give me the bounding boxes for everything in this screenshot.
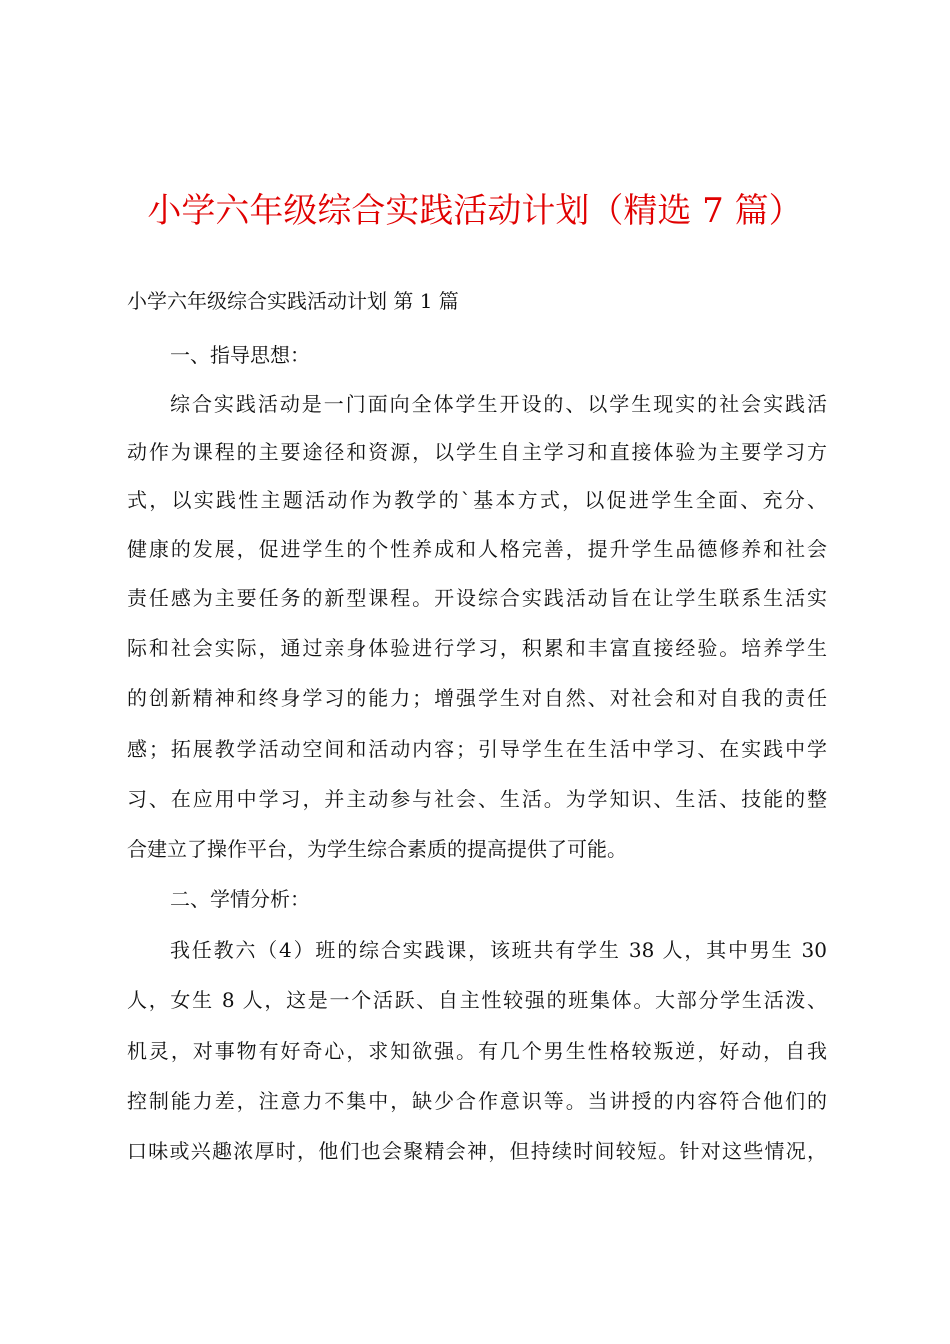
- paragraph-line: 责任感为主要任务的新型课程。开设综合实践活动旨在让学生联系生活实: [127, 586, 827, 610]
- paragraph-line: 合建立了操作平台，为学生综合素质的提高提供了可能。: [127, 837, 627, 861]
- paragraph-line: 动作为课程的主要途径和资源，以学生自主学习和直接体验为主要学习方: [127, 440, 827, 464]
- paragraph-line: 式，以实践性主题活动作为教学的`基本方式，以促进学生全面、充分、: [127, 488, 827, 512]
- paragraph-line: 人，女生 8 人，这是一个活跃、自主性较强的班集体。大部分学生活泼、: [127, 988, 827, 1012]
- paragraph-line: 健康的发展，促进学生的个性养成和人格完善，提升学生品德修养和社会: [127, 537, 827, 561]
- paragraph-line: 感；拓展教学活动空间和活动内容；引导学生在生活中学习、在实践中学: [127, 737, 827, 761]
- paragraph-line: 习、在应用中学习，并主动参与社会、生活。为学知识、生活、技能的整: [127, 787, 827, 811]
- paragraph-line: 我任教六（4）班的综合实践课，该班共有学生 38 人，其中男生 30: [170, 938, 827, 962]
- paragraph-line: 综合实践活动是一门面向全体学生开设的、以学生现实的社会实践活: [170, 392, 827, 416]
- document-subtitle: 小学六年级综合实践活动计划 第 1 篇: [127, 289, 459, 313]
- paragraph-line: 口味或兴趣浓厚时，他们也会聚精会神，但持续时间较短。针对这些情况，: [127, 1139, 827, 1163]
- paragraph-line: 际和社会实际，通过亲身体验进行学习，积累和丰富直接经验。培养学生: [127, 636, 827, 660]
- document-title: 小学六年级综合实践活动计划（精选 7 篇）: [147, 191, 803, 231]
- paragraph-line: 机灵，对事物有好奇心，求知欲强。有几个男生性格较叛逆，好动，自我: [127, 1039, 827, 1063]
- paragraph-line: 控制能力差，注意力不集中，缺少合作意识等。当讲授的内容符合他们的: [127, 1089, 827, 1113]
- section-heading-guiding-thought: 一、指导思想：: [170, 343, 310, 367]
- section-heading-learning-analysis: 二、学情分析：: [170, 887, 310, 911]
- paragraph-line: 的创新精神和终身学习的能力；增强学生对自然、对社会和对自我的责任: [127, 686, 827, 710]
